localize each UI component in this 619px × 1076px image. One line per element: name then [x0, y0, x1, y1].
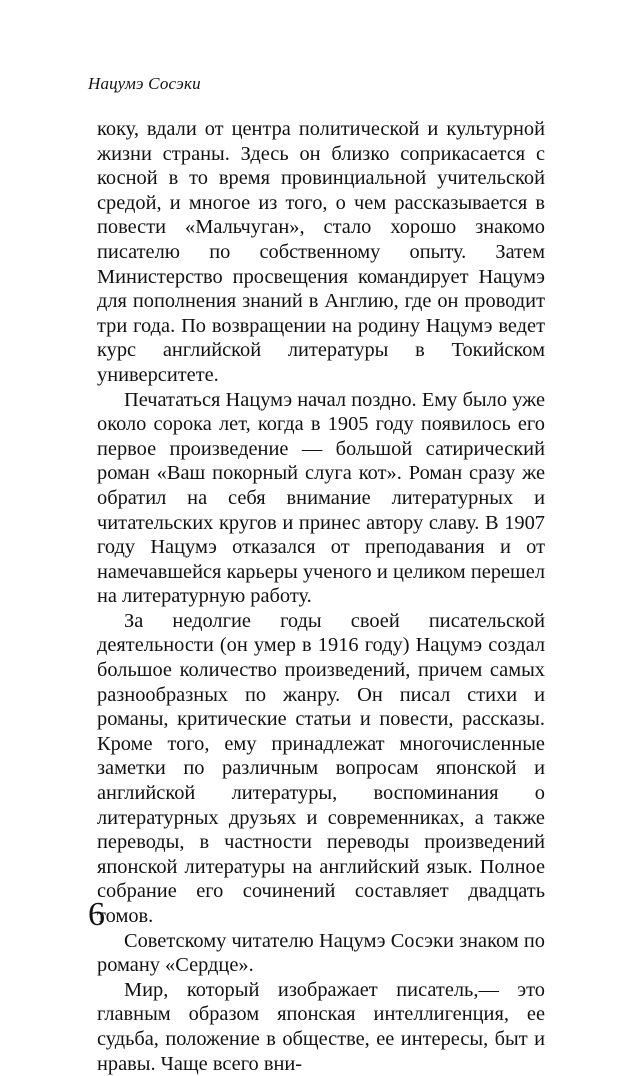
page-number: 6: [88, 896, 105, 933]
paragraph-continuation: коку, вдали от центра политической и культурной жизни страны. Здесь он близко соприкасается с косной в то время провинциальной учительской средой, и многое из того, о чем рассказывается в повести «Мальчуган», стало хорошо знакомо писателю по собственному опыту. Затем Министерство просвещения командирует Нацумэ для пополнения знаний в Англию, где он проводит три года. По возвращении на родину Нацумэ ведет курс английской литературы в Токийском университете.: [97, 118, 545, 386]
body-text: [97, 117, 545, 1076]
paragraph: Советскому читателю Нацумэ Сосэки знаком по роману «Сердце».: [97, 929, 545, 977]
paragraph: Мир, который изображает писатель,— это главным образом японская интеллигенция, ее судьба, положение в обществе, ее интересы, быт и нравы. Чаще всего вни-: [97, 978, 545, 1075]
running-header-title: Нацумэ Сосэки: [88, 74, 201, 93]
paragraph: Печататься Нацумэ начал поздно. Ему было уже около сорока лет, когда в 1905 году появилось его первое произведение — большой сатирический роман «Ваш покорный слуга кот». Роман сразу же обратил на себя внимание литературных и читательских кругов и принес автору славу. В 1907 году Нацумэ отказался от преподавания и от намечавшейся карьеры ученого и целиком перешел на литературную работу.: [97, 388, 545, 608]
paragraph: За недолгие годы своей писательской деятельности (он умер в 1916 году) Нацумэ создал большое количество произведений, причем самых разнообразных по жанру. Он писал стихи и романы, критические статьи и повести, рассказы. Кроме того, ему принадлежат многочисленные заметки по различным вопросам японской и английской литературы, воспоминания о литературных друзьях и современниках, а также переводы, в частности переводы произведений японской литературы на английский язык. Полное собрание его сочинений составляет двадцать томов.: [97, 609, 545, 927]
